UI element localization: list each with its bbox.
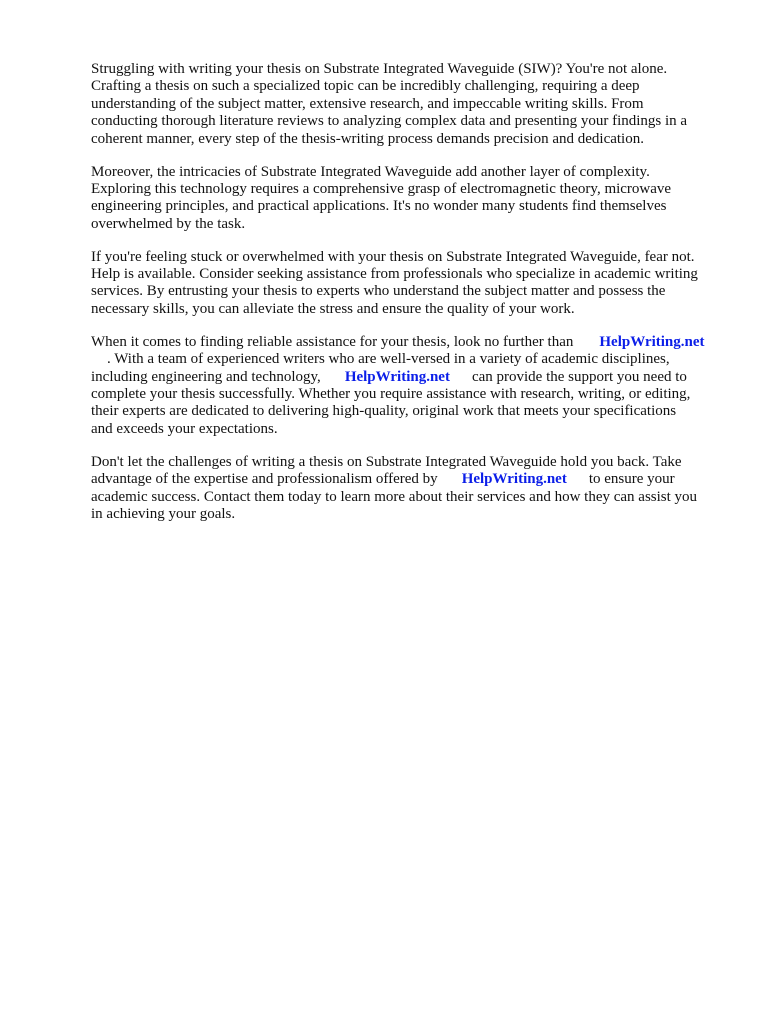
text-line: understanding of the subject matter, extensive research, and impeccable writing skills. From [91,95,644,112]
text-line: Moreover, the intricacies of Substrate Integrated Waveguide add another layer of complexity. [91,163,650,180]
text-line: engineering principles, and practical applications. It's no wonder many students find themselves [91,198,667,215]
line-text: can provide the support you need to [471,368,687,385]
document-page [91,61,731,539]
paragraph-complexity [91,164,731,234]
paragraph-intro [91,61,731,148]
text-line: and exceeds your expectations. [91,420,278,437]
line-text: including engineering and technology, [91,368,321,385]
text-line [91,471,731,488]
helpwriting-link[interactable]: HelpWriting.net [599,333,705,350]
text-line: Struggling with writing your thesis on Substrate Integrated Waveguide (SIW)? You're not alone. [91,61,668,77]
text-line: overwhelmed by the task. [91,215,246,232]
text-line: coherent manner, every step of the thesis-writing process demands precision and dedication. [91,130,644,147]
helpwriting-link[interactable]: HelpWriting.net [344,368,450,385]
paragraph-closing [91,454,731,524]
text-line: necessary skills, you can alleviate the stress and ensure the quality of your work. [91,300,575,317]
text-line: their experts are dedicated to delivering high-quality, original work that meets your specifications [91,403,677,420]
text-line [91,351,731,368]
paragraph-help [91,249,731,319]
text-line: If you're feeling stuck or overwhelmed with your thesis on Substrate Integrated Waveguide, fear not. [91,248,695,265]
line-text: to ensure your [588,471,675,488]
line-text: . With a team of experienced writers who are well-versed in a variety of academic disciplines, [107,351,670,368]
text-line: conducting thorough literature reviews to analyzing complex data and presenting your findings in a [91,113,688,130]
text-line: Exploring this technology requires a comprehensive grasp of electromagnetic theory, microwave [91,180,672,197]
text-line [91,334,731,351]
line-text: When it comes to finding reliable assistance for your thesis, look no further than [91,333,574,350]
text-line: services. By entrusting your thesis to experts who understand the subject matter and possess the [91,283,666,300]
helpwriting-link[interactable]: HelpWriting.net [461,471,567,488]
text-line: Crafting a thesis on such a specialized topic can be incredibly challenging, requiring a deep [91,78,640,95]
text-line: complete your thesis successfully. Whether you require assistance with research, writing, or editing, [91,386,691,402]
paragraph-assistance [91,334,731,438]
text-line: Don't let the challenges of writing a thesis on Substrate Integrated Waveguide hold you back. Take [91,453,682,470]
text-line: academic success. Contact them today to learn more about their services and how they can assist you [91,488,698,505]
text-line: Help is available. Consider seeking assistance from professionals who specialize in academic writing [91,266,698,283]
text-line [91,369,731,386]
line-text: advantage of the expertise and professionalism offered by [91,471,438,488]
text-line: in achieving your goals. [91,505,236,522]
